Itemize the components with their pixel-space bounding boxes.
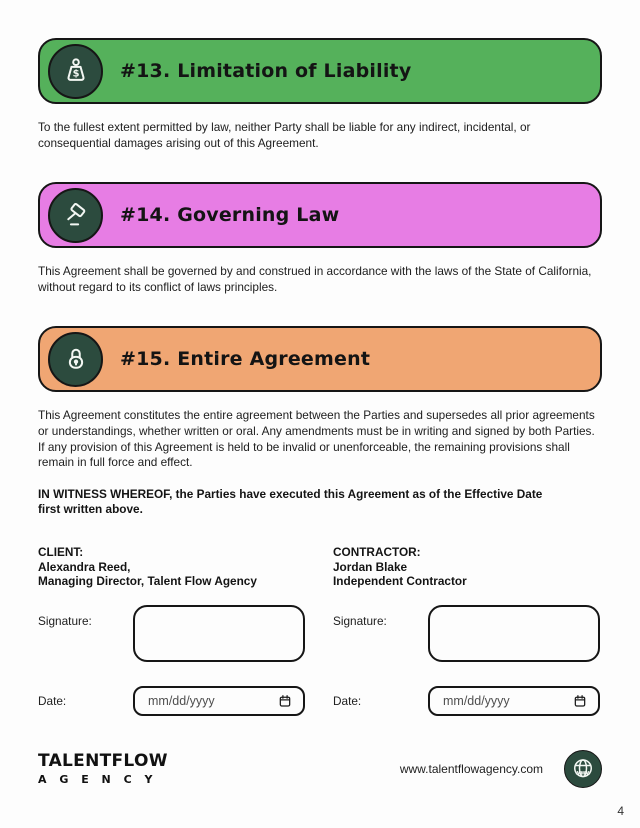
signature-row (38, 605, 602, 662)
calendar-icon[interactable] (278, 694, 292, 708)
contractor-name: Jordan Blake (333, 559, 408, 574)
calendar-icon[interactable] (573, 694, 587, 708)
section-body-13: To the fullest extent permitted by law, neither Party shall be liable for any indirect, incidental, or consequential damages arising out of this Agreement. (38, 120, 531, 150)
contractor-date-field (333, 686, 602, 716)
section-header-15 (38, 326, 602, 392)
parties-row (38, 545, 602, 589)
section-body-15: This Agreement constitutes the entire agreement between the Parties and supersedes all prior agreements or understandings, whether written or oral. Any amendments must be in writing and signed by both Parties. If any provision of this Agreement is held to be invalid or unenforceable, the remaining provisions shall remain in full force and effect. (38, 408, 595, 470)
client-date-label: Date: (38, 693, 67, 708)
section-header-14 (38, 182, 602, 248)
client-label: CLIENT: (38, 544, 84, 559)
contractor-title: Independent Contractor (333, 574, 467, 589)
page-number: 4 (617, 804, 624, 818)
client-signature-label: Signature: (38, 613, 92, 628)
svg-text:$: $ (72, 68, 79, 80)
gavel-icon (48, 188, 103, 243)
contractor-label: CONTRACTOR: (333, 544, 421, 559)
client-signature-box[interactable] (133, 605, 305, 662)
contractor-signature-label: Signature: (333, 613, 387, 628)
section-governing-law (38, 182, 602, 295)
section-title-15: #15. Entire Agreement (120, 348, 371, 371)
client-signature-field (38, 605, 333, 662)
section-header-13 (38, 38, 602, 104)
padlock-icon (48, 332, 103, 387)
section-title-13: #13. Limitation of Liability (120, 60, 412, 82)
section-limitation-of-liability (38, 38, 602, 151)
money-weight-icon (48, 44, 103, 99)
www-globe-icon (564, 750, 602, 788)
contractor-block (333, 545, 602, 589)
client-date-field (38, 686, 333, 716)
brand-subtitle: A G E N C Y (38, 773, 157, 787)
client-date-input[interactable] (133, 686, 305, 716)
client-block (38, 545, 333, 589)
witness-clause: IN WITNESS WHEREOF, the Parties have executed this Agreement as of the Effective Date first written above. (38, 486, 543, 517)
contractor-signature-box[interactable] (428, 605, 600, 662)
client-date-placeholder: mm/dd/yyyy (148, 693, 215, 708)
talentflow-logo (38, 751, 268, 786)
footer (38, 750, 602, 788)
website-link[interactable]: www.talentflowagency.com (399, 761, 543, 776)
footer-right (400, 750, 602, 788)
contractor-date-input[interactable] (428, 686, 600, 716)
contractor-date-label: Date: (333, 693, 362, 708)
contractor-signature-field (333, 605, 602, 662)
section-title-14: #14. Governing Law (120, 204, 340, 227)
brand-name: TALENTFLOW (38, 751, 168, 772)
client-name: Alexandra Reed, (38, 559, 131, 574)
svg-text:www: www (575, 770, 591, 777)
date-row (38, 686, 602, 716)
section-body-14: This Agreement shall be governed by and construed in accordance with the laws of the State of California, without regard to its conflict of laws principles. (38, 264, 592, 294)
section-entire-agreement (38, 326, 602, 470)
contractor-date-placeholder: mm/dd/yyyy (443, 693, 510, 708)
client-title: Managing Director, Talent Flow Agency (38, 574, 257, 589)
